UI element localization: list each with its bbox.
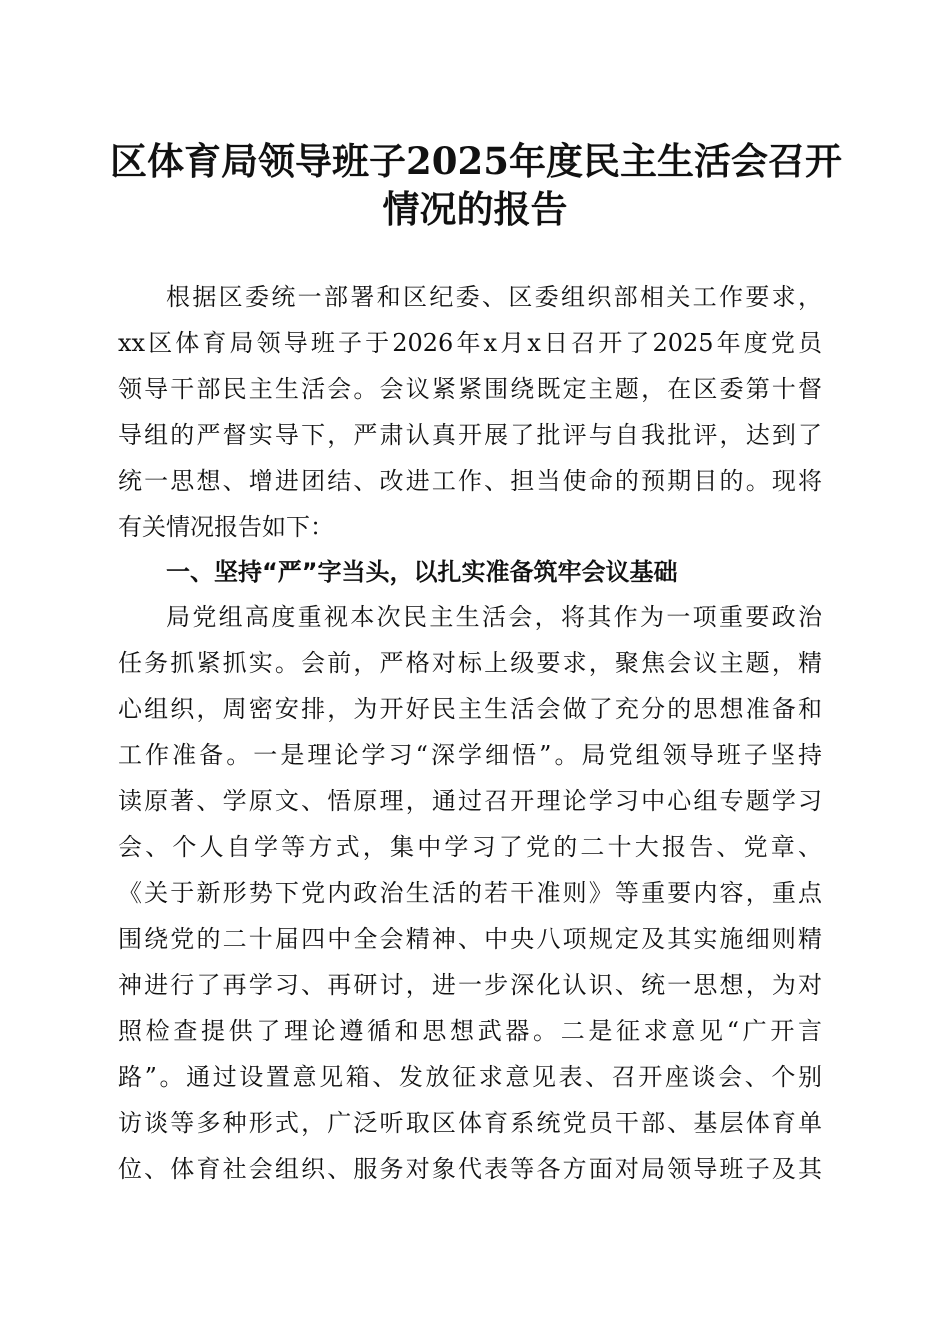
document-title-line-1: 区体育局领导班子2025年度民主生活会召开 (110, 139, 842, 183)
paragraph-2-line: 神进行了再学习、再研讨，进一步深化认识、统一思想，为对 (118, 971, 822, 999)
paragraph-2-line: 任务抓紧抓实。会前，严格对标上级要求，聚焦会议主题，精 (118, 649, 822, 677)
paragraph-2-line: 照检查提供了理论遵循和思想武器。二是征求意见“广开言 (118, 1017, 822, 1045)
section-1-heading: 一、坚持“严”字当头，以扎实准备筑牢会议基础 (166, 558, 678, 586)
paragraph-2-line: 读原著、学原文、悟原理，通过召开理论学习中心组专题学习 (118, 787, 822, 815)
paragraph-2-line: 位、体育社会组织、服务对象代表等各方面对局领导班子及其 (118, 1155, 822, 1183)
paragraph-2-line: 围绕党的二十届四中全会精神、中央八项规定及其实施细则精 (118, 925, 822, 953)
paragraph-2-line: 路”。通过设置意见箱、发放征求意见表、召开座谈会、个别 (118, 1063, 822, 1091)
paragraph-2-line: 会、个人自学等方式，集中学习了党的二十大报告、党章、 (118, 833, 822, 861)
paragraph-2-line: 访谈等多种形式，广泛听取区体育系统党员干部、基层体育单 (118, 1109, 822, 1137)
paragraph-2-line: 工作准备。一是理论学习“深学细悟”。局党组领导班子坚持 (118, 741, 822, 769)
paragraph-1-line: 统一思想、增进团结、改进工作、担当使命的预期目的。现将 (118, 467, 822, 495)
paragraph-1-line: 领导干部民主生活会。会议紧紧围绕既定主题，在区委第十督 (118, 375, 822, 403)
paragraph-2-line: 局党组高度重视本次民主生活会，将其作为一项重要政治 (166, 603, 822, 631)
paragraph-2-line: 《关于新形势下党内政治生活的若干准则》等重要内容，重点 (118, 879, 822, 907)
document-title-line-2: 情况的报告 (382, 187, 568, 231)
paragraph-1-line: 有关情况报告如下： (118, 513, 334, 541)
paragraph-2-line: 心组织，周密安排，为开好民主生活会做了充分的思想准备和 (118, 695, 822, 723)
paragraph-1-line: 根据区委统一部署和区纪委、区委组织部相关工作要求， (166, 283, 822, 311)
paragraph-1-line: xx区体育局领导班子于2026年x月x日召开了2025年度党员 (118, 329, 822, 357)
paragraph-1-line: 导组的严督实导下，严肃认真开展了批评与自我批评，达到了 (118, 421, 822, 449)
